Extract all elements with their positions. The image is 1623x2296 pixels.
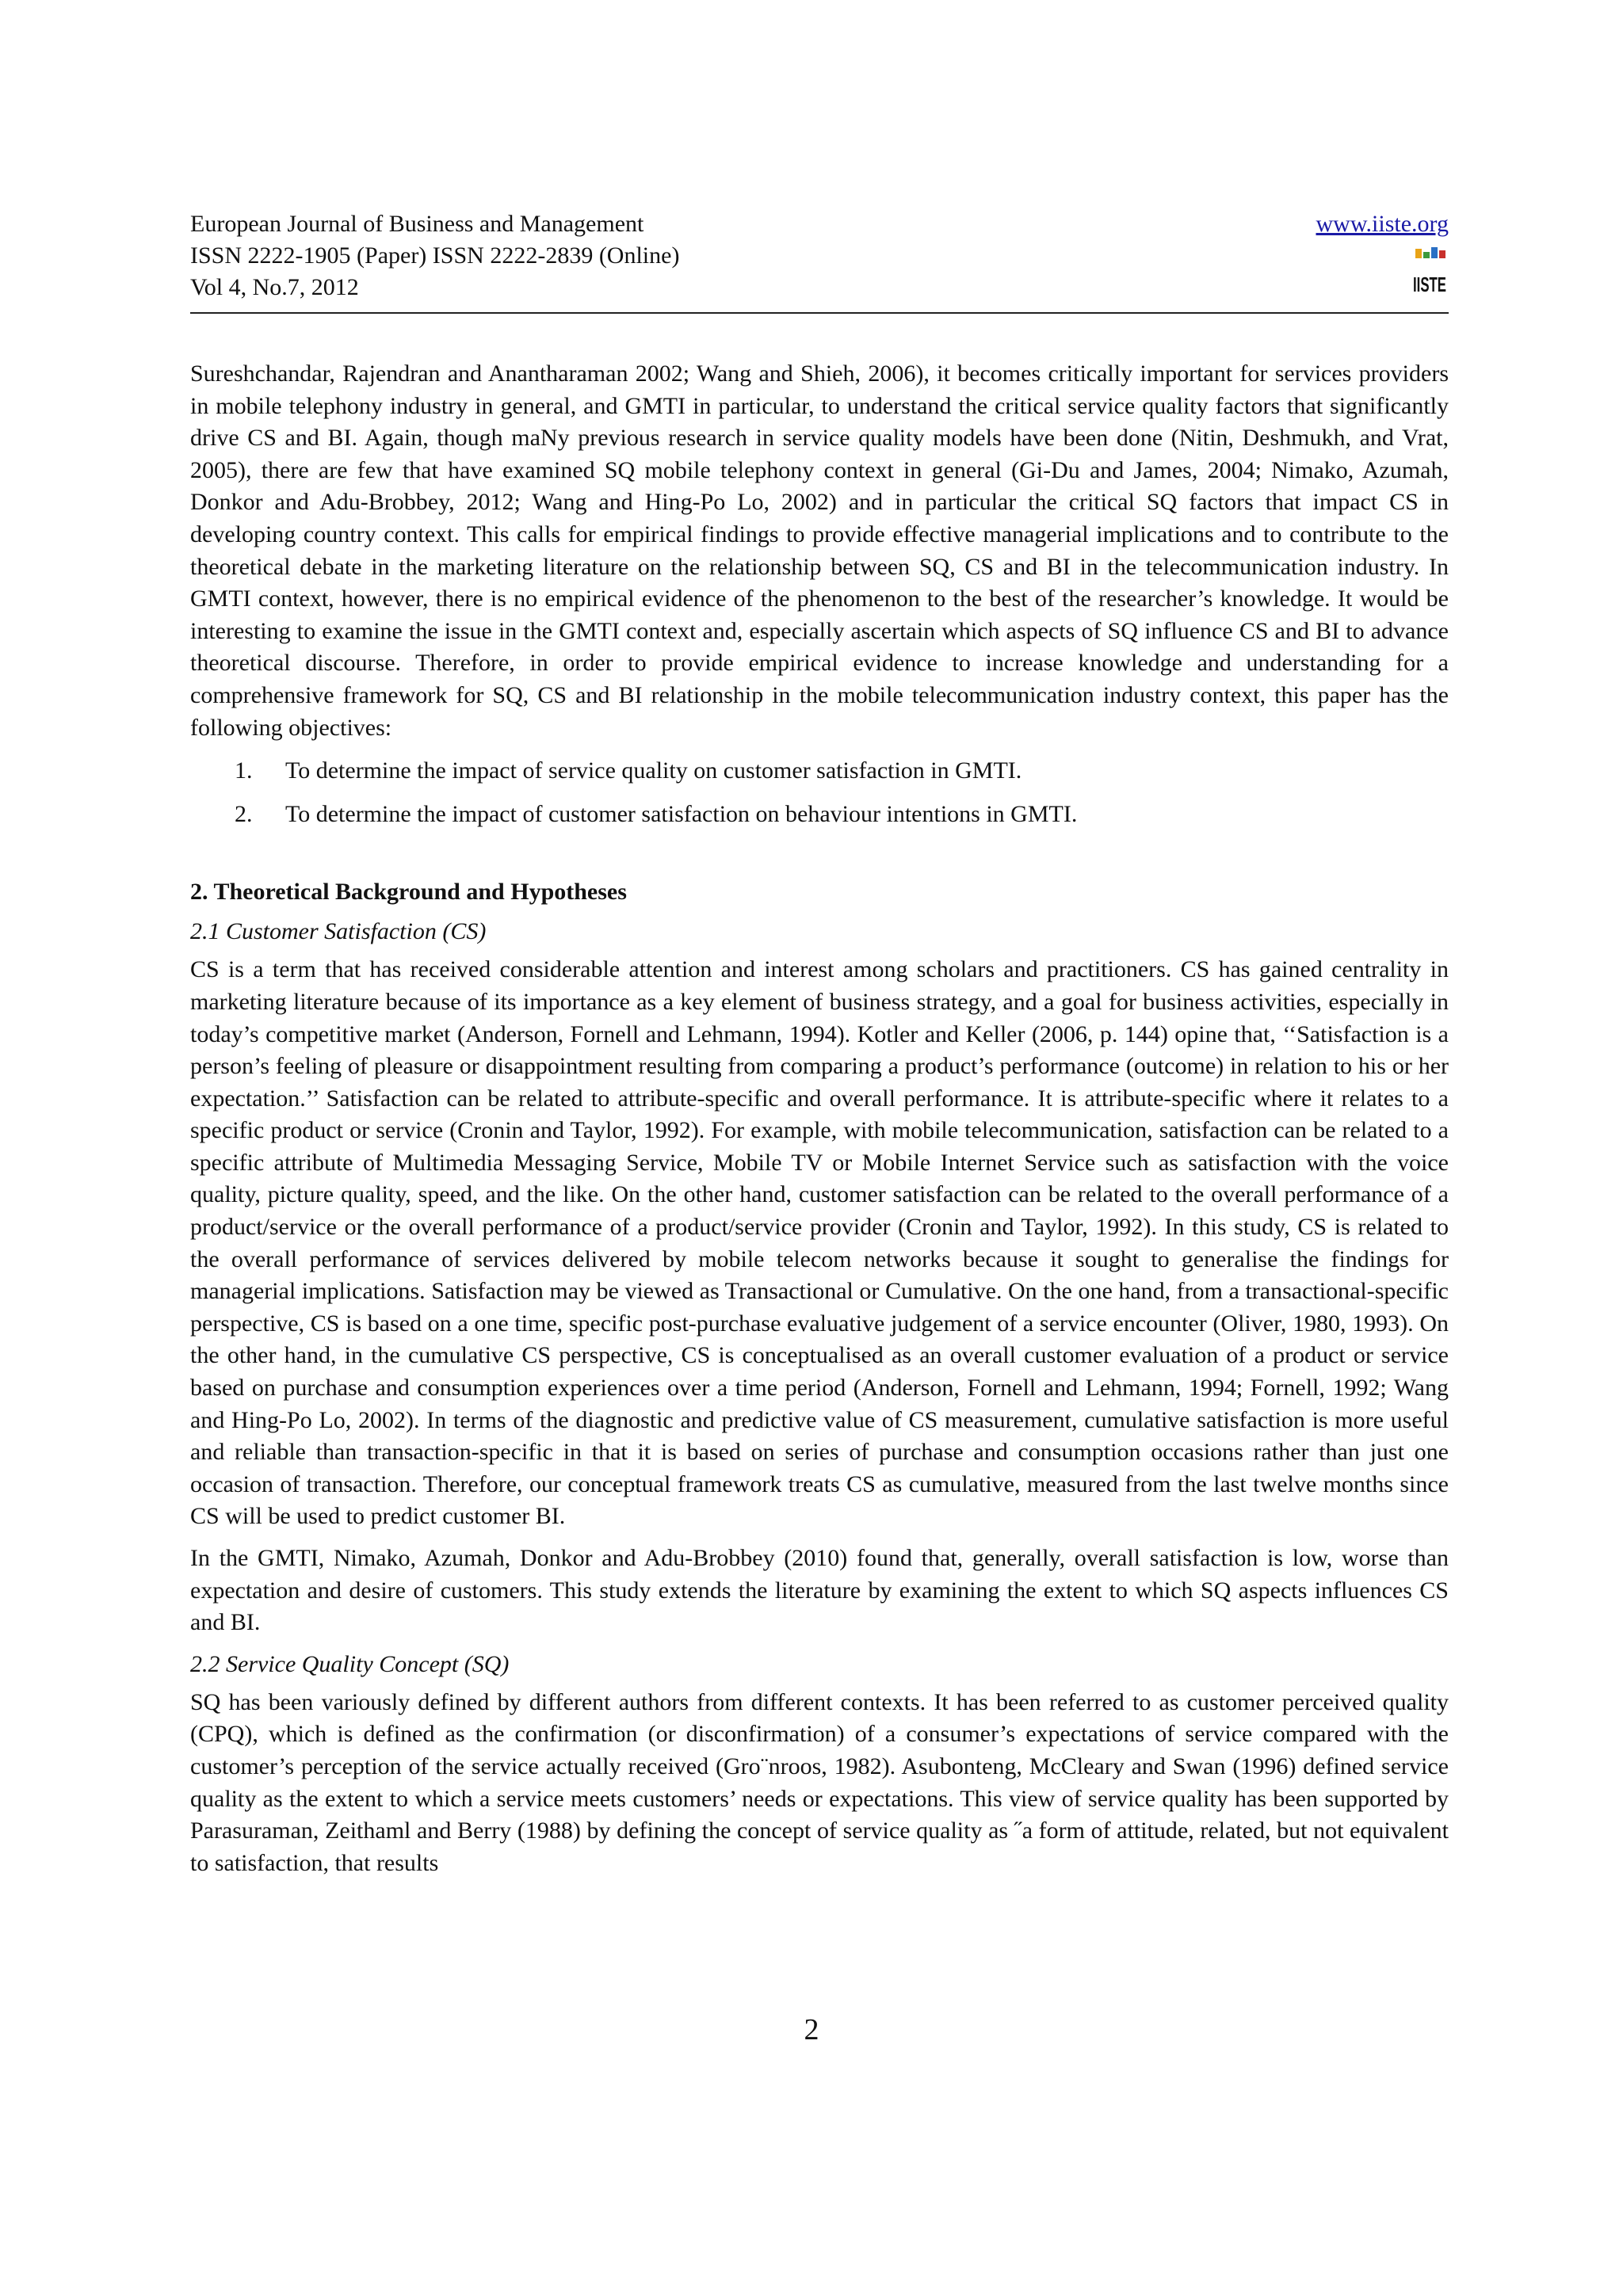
section-heading: 2. Theoretical Background and Hypotheses	[190, 879, 627, 906]
journal-issn: ISSN 2222-1905 (Paper) ISSN 2222-2839 (Online)	[190, 242, 680, 269]
subsection-heading-sq: 2.2 Service Quality Concept (SQ)	[190, 1650, 510, 1677]
article-body	[190, 358, 1449, 1879]
journal-volume: Vol 4, No.7, 2012	[190, 274, 359, 300]
logo-bar-red	[1439, 250, 1445, 258]
objective-number: 2.	[235, 800, 253, 827]
header-rule	[190, 312, 1449, 314]
logo-bar-green	[1423, 252, 1430, 258]
cs-paragraph-1: CS is a term that has received considerable attention and interest among scholars and practitioners. CS has gained centrality in marketing literature because of its importance as a key element of business strategy, and a goal for business activities, especially in today’s competitive market (Anderson, Fornell and Lehmann, 1994). Kotler and Keller (2006, p. 144) opine that, ‘‘Satisfaction is a person’s feeling of pleasure or disappointment resulting from comparing a product’s performance (outcome) in relation to his or her expectation.’’ Satisfaction can be related to attribute-specific and overall performance. It is attribute-specific where it relates to a specific product or service (Cronin and Taylor, 1992). For example, with mobile telecommunication, satisfaction can be related to a specific attribute of Multimedia Messaging Service, Mobile TV or Mobile Internet Service such as satisfaction with the voice quality, picture quality, speed, and the like. On the other hand, customer satisfaction can be related to the overall performance of a product/service or the overall performance of a product/service provider (Cronin and Taylor, 1992). In this study, CS is related to the overall performance of services delivered by mobile telecom networks because it sought to generalise the findings for managerial implications. Satisfaction may be viewed as Transactional or Cumulative. On the one hand, from a transactional-specific perspective, CS is based on a one time, specific post-purchase evaluative judgement of a service encounter (Oliver, 1980, 1993). On the other hand, in the cumulative CS perspective, CS is conceptualised as an overall customer evaluation of a product or service based on purchase and consumption experiences over a time period (Anderson, Fornell and Lehmann, 1994; Fornell, 1992; Wang and Hing-Po Lo, 2002). In terms of the diagnostic and predictive value of CS measurement, cumulative satisfaction is more useful and reliable than transaction-specific in that it is based on series of purchase and consumption occasions rather than just one occasion of transaction. Therefore, our conceptual framework treats CS as cumulative, measured from the last twelve months since CS will be used to predict customer BI.	[190, 956, 1449, 1530]
objectives-list	[190, 755, 1449, 830]
logo-bar-orange	[1415, 249, 1422, 258]
objective-text: To determine the impact of customer satisfaction on behaviour intentions in GMTI.	[285, 800, 1078, 827]
logo-bar-blue	[1431, 247, 1438, 258]
logo-text: IISTE	[1413, 273, 1446, 296]
objective-item	[190, 799, 1449, 831]
intro-paragraph: Sureshchandar, Rajendran and Anantharaman 2002; Wang and Shieh, 2006), it becomes critically important for services providers in mobile telephony industry in general, and GMTI in particular, to understand the critical service quality factors that significantly drive CS and BI. Again, though maNy previous research in service quality models have been done (Nitin, Deshmukh, and Vrat, 2005), there are few that have examined SQ mobile telephony context in general (Gi-Du and James, 2004; Nimako, Azumah, Donkor and Adu-Brobbey, 2012; Wang and Hing-Po Lo, 2002) and in particular the critical SQ factors that impact CS in developing country context. This calls for empirical findings to provide effective managerial implications and to contribute to the theoretical debate in the marketing literature on the relationship between SQ, CS and BI in the telecommunication industry. In GMTI context, however, there is no empirical evidence of the phenomenon to the best of the researcher’s knowledge. It would be interesting to examine the issue in the GMTI context and, especially ascertain which aspects of SQ influence CS and BI to advance theoretical discourse. Therefore, in order to provide empirical evidence to increase knowledge and understanding for a comprehensive framework for SQ, CS and BI relationship in the mobile telecommunication industry context, this paper has the following objectives:	[190, 360, 1449, 741]
journal-url-link[interactable]: www.iiste.org	[1316, 211, 1449, 237]
journal-header	[190, 209, 1449, 306]
journal-title: European Journal of Business and Management	[190, 211, 644, 237]
iiste-logo-icon	[1412, 244, 1447, 299]
page-number: 2	[804, 2013, 819, 2046]
sq-paragraph-1: SQ has been variously defined by different authors from different contexts. It has been referred to as customer perceived quality (CPQ), which is defined as the confirmation (or disconfirmation) of a consumer’s expectations of service compared with the customer’s perception of the service actually received (Gro¨nroos, 1982). Asubonteng, McCleary and Swan (1996) defined service quality as the extent to which a service meets customers’ needs or expectations. This view of service quality has been supported by Parasuraman, Zeithaml and Berry (1988) by defining the concept of service quality as ˝a form of attitude, related, but not equivalent to satisfaction, that results	[190, 1688, 1449, 1876]
subsection-heading-cs: 2.1 Customer Satisfaction (CS)	[190, 918, 487, 945]
objective-text: To determine the impact of service quality on customer satisfaction in GMTI.	[285, 757, 1022, 784]
cs-paragraph-2: In the GMTI, Nimako, Azumah, Donkor and Adu-Brobbey (2010) found that, generally, overall satisfaction is low, worse than expectation and desire of customers. This study extends the literature by examining the extent to which SQ aspects influences CS and BI.	[190, 1545, 1449, 1636]
objective-item	[190, 755, 1449, 788]
objective-number: 1.	[235, 757, 253, 784]
